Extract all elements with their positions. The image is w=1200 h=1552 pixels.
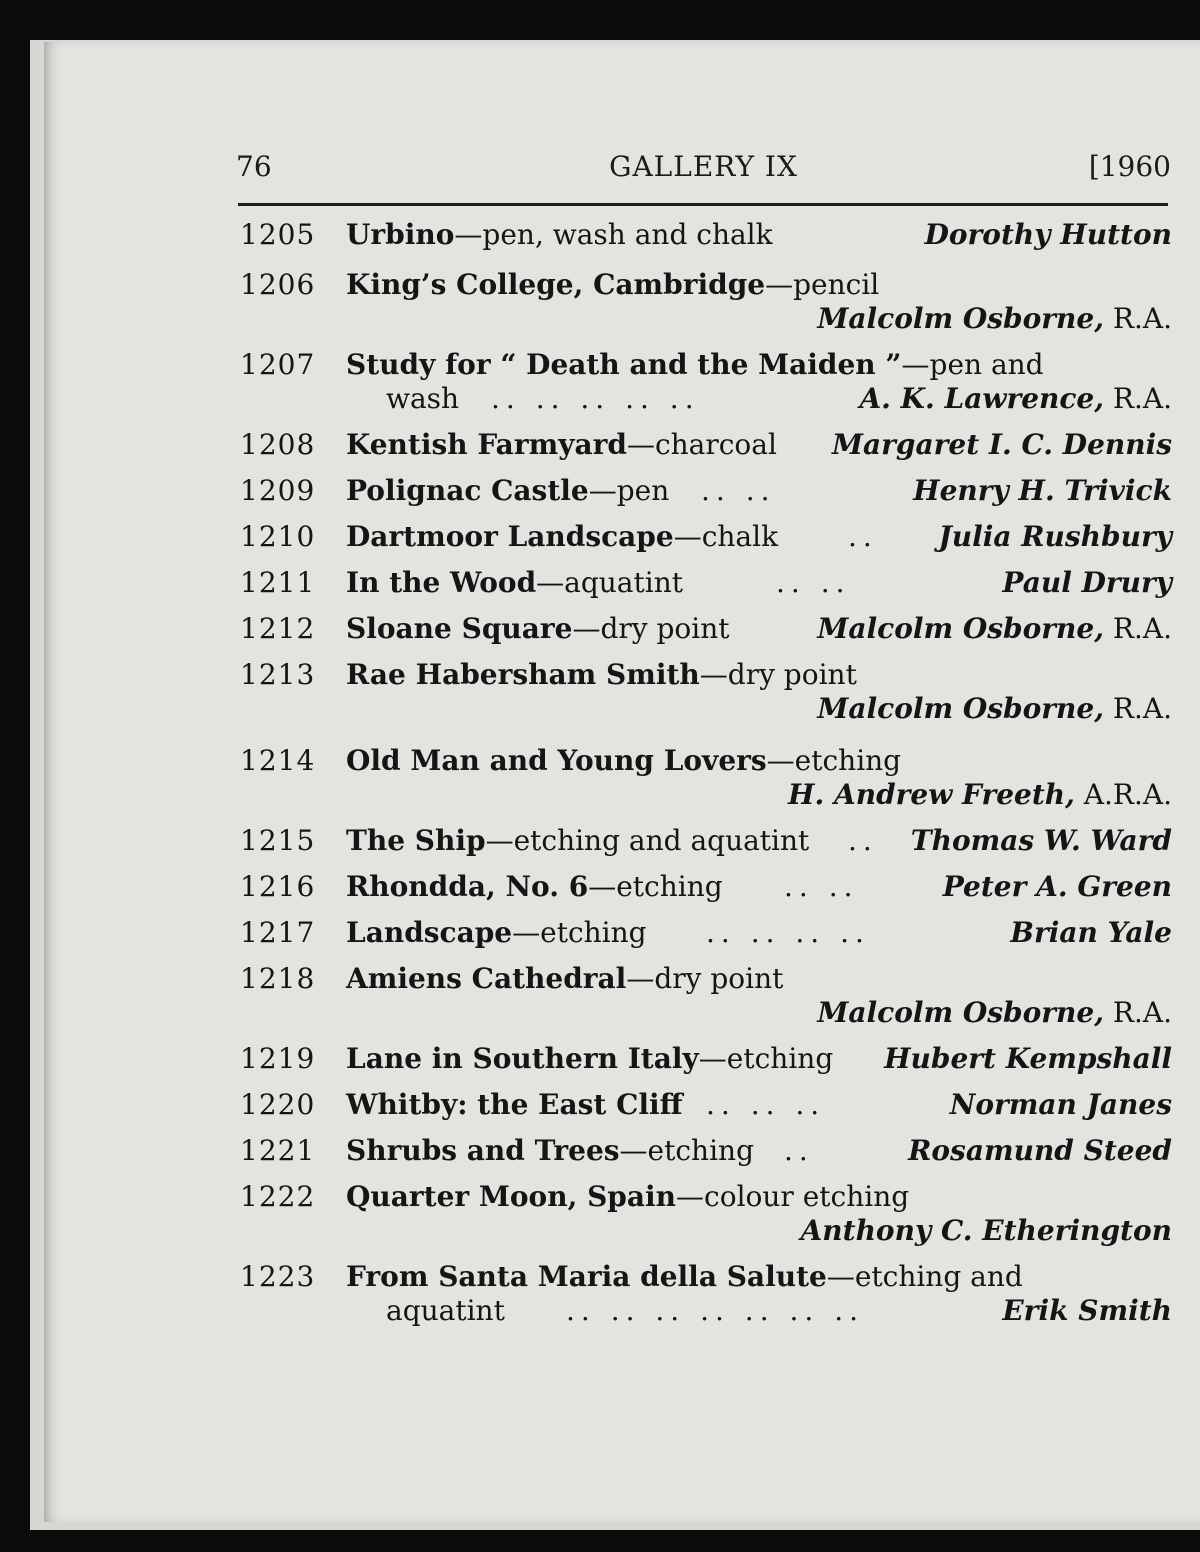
entry-artist: Norman Janes — [949, 1088, 1172, 1121]
page-number: 76 — [236, 150, 272, 183]
entry-title: Old Man and Young Lovers — [346, 744, 767, 777]
entry-title: Quarter Moon, Spain — [346, 1180, 677, 1213]
leader-dots: .. .. .. .. — [706, 916, 870, 949]
entry-number: 1213 — [240, 658, 316, 691]
entry-number: 1215 — [240, 824, 316, 857]
entry-artist: Julia Rushbury — [938, 520, 1172, 553]
entry-title: Shrubs and Trees — [346, 1134, 620, 1167]
entry-number: 1222 — [240, 1180, 316, 1213]
entry-medium: —dry point — [699, 658, 857, 691]
entry-medium: —dry point — [572, 612, 730, 645]
entry-title: Rae Habersham Smith — [346, 658, 700, 691]
entry-artist-suffix: A.R.A. — [1074, 778, 1172, 811]
entry-medium: —pencil — [765, 268, 880, 301]
entry-title: Kentish Farmyard — [346, 428, 627, 461]
entry-medium: —aquatint — [536, 566, 683, 599]
entry-artist-suffix: R.A. — [1103, 382, 1172, 415]
entry-artist: Malcolm Osborne, — [817, 302, 1104, 335]
entry-number: 1211 — [240, 566, 316, 599]
page-header — [236, 150, 1171, 190]
entry-number: 1209 — [240, 474, 316, 507]
entry-number: 1210 — [240, 520, 316, 553]
entry-number: 1206 — [240, 268, 316, 301]
entry-medium: —etching — [588, 870, 723, 903]
entry-number: 1223 — [240, 1260, 316, 1293]
leader-dots: .. .. .. .. .. .. .. — [566, 1294, 865, 1327]
catalogue-year: [1960 — [1088, 150, 1171, 183]
leader-dots: .. .. .. — [706, 1088, 826, 1121]
entry-medium: —etching — [766, 744, 902, 777]
leader-dots: .. — [784, 1134, 814, 1167]
entry-number: 1207 — [240, 348, 316, 381]
leader-dots: .. — [848, 520, 878, 553]
entry-medium: —etching and aquatint — [485, 824, 810, 857]
entry-artist: Anthony C. Etherington — [800, 1214, 1172, 1247]
entry-title: King’s College, Cambridge — [346, 268, 766, 301]
leader-dots: .. .. — [776, 566, 851, 599]
header-rule — [238, 203, 1168, 206]
entry-artist: Thomas W. Ward — [910, 824, 1172, 857]
entry-medium: —colour etching — [676, 1180, 910, 1213]
entry-medium: —dry point — [626, 962, 784, 995]
entry-artist-suffix: R.A. — [1103, 692, 1172, 725]
entry-medium: —chalk — [673, 520, 779, 553]
entry-artist-suffix: R.A. — [1103, 612, 1172, 645]
entry-artist-suffix: R.A. — [1103, 996, 1172, 1029]
entry-number: 1216 — [240, 870, 316, 903]
entry-title: In the Wood — [346, 566, 537, 599]
entry-title: Amiens Cathedral — [346, 962, 627, 995]
leader-dots: .. .. .. .. .. — [491, 382, 700, 415]
entry-artist: Hubert Kempshall — [884, 1042, 1172, 1075]
entry-artist: H. Andrew Freeth, — [788, 778, 1075, 811]
leader-dots: .. — [848, 824, 878, 857]
entry-artist: Margaret I. C. Dennis — [832, 428, 1172, 461]
entry-title: Study for “ Death and the Maiden ” — [346, 348, 902, 381]
entry-title: The Ship — [346, 824, 486, 857]
entry-title: Landscape — [346, 916, 513, 949]
entry-artist: Malcolm Osborne, — [817, 692, 1104, 725]
entry-medium: —etching and — [826, 1260, 1023, 1293]
entry-title: Dartmoor Landscape — [346, 520, 674, 553]
entry-medium: —pen and — [901, 348, 1044, 381]
entry-artist: Malcolm Osborne, — [817, 996, 1104, 1029]
entry-medium: —pen — [588, 474, 670, 507]
entry-title: Whitby: the East Cliff — [346, 1088, 683, 1121]
entry-title: Lane in Southern Italy — [346, 1042, 699, 1075]
entry-number: 1212 — [240, 612, 316, 645]
entry-artist: Paul Drury — [1002, 566, 1172, 599]
entry-medium: —pen, wash and chalk — [454, 218, 773, 251]
entry-number: 1208 — [240, 428, 316, 461]
entry-artist: Erik Smith — [1002, 1294, 1172, 1327]
entry-artist: Peter A. Green — [942, 870, 1172, 903]
entry-artist: A. K. Lawrence, — [859, 382, 1104, 415]
entry-medium-continued: aquatint — [386, 1294, 505, 1327]
entry-title: Polignac Castle — [346, 474, 589, 507]
entry-medium: —etching — [698, 1042, 834, 1075]
entry-artist: Henry H. Trivick — [913, 474, 1172, 507]
entry-artist: Rosamund Steed — [908, 1134, 1172, 1167]
leader-dots: .. .. — [784, 870, 859, 903]
entry-number: 1217 — [240, 916, 316, 949]
entry-number: 1218 — [240, 962, 316, 995]
entry-artist: Brian Yale — [1010, 916, 1172, 949]
entry-number: 1220 — [240, 1088, 316, 1121]
entry-medium: —etching — [512, 916, 647, 949]
entry-title: Rhondda, No. 6 — [346, 870, 589, 903]
entry-number: 1205 — [240, 218, 316, 251]
entry-artist: Malcolm Osborne, — [817, 612, 1104, 645]
entry-artist: Dorothy Hutton — [924, 218, 1172, 251]
entry-title: From Santa Maria della Salute — [346, 1260, 827, 1293]
entry-medium: —etching — [619, 1134, 754, 1167]
entry-title: Urbino — [346, 218, 455, 251]
entry-title: Sloane Square — [346, 612, 573, 645]
entry-medium: —charcoal — [626, 428, 777, 461]
entry-number: 1214 — [240, 744, 316, 777]
entry-artist-suffix: R.A. — [1103, 302, 1172, 335]
gallery-title: GALLERY IX — [609, 150, 798, 183]
entry-medium-continued: wash — [386, 382, 460, 415]
leader-dots: .. .. — [701, 474, 776, 507]
entry-number: 1219 — [240, 1042, 316, 1075]
entry-number: 1221 — [240, 1134, 316, 1167]
